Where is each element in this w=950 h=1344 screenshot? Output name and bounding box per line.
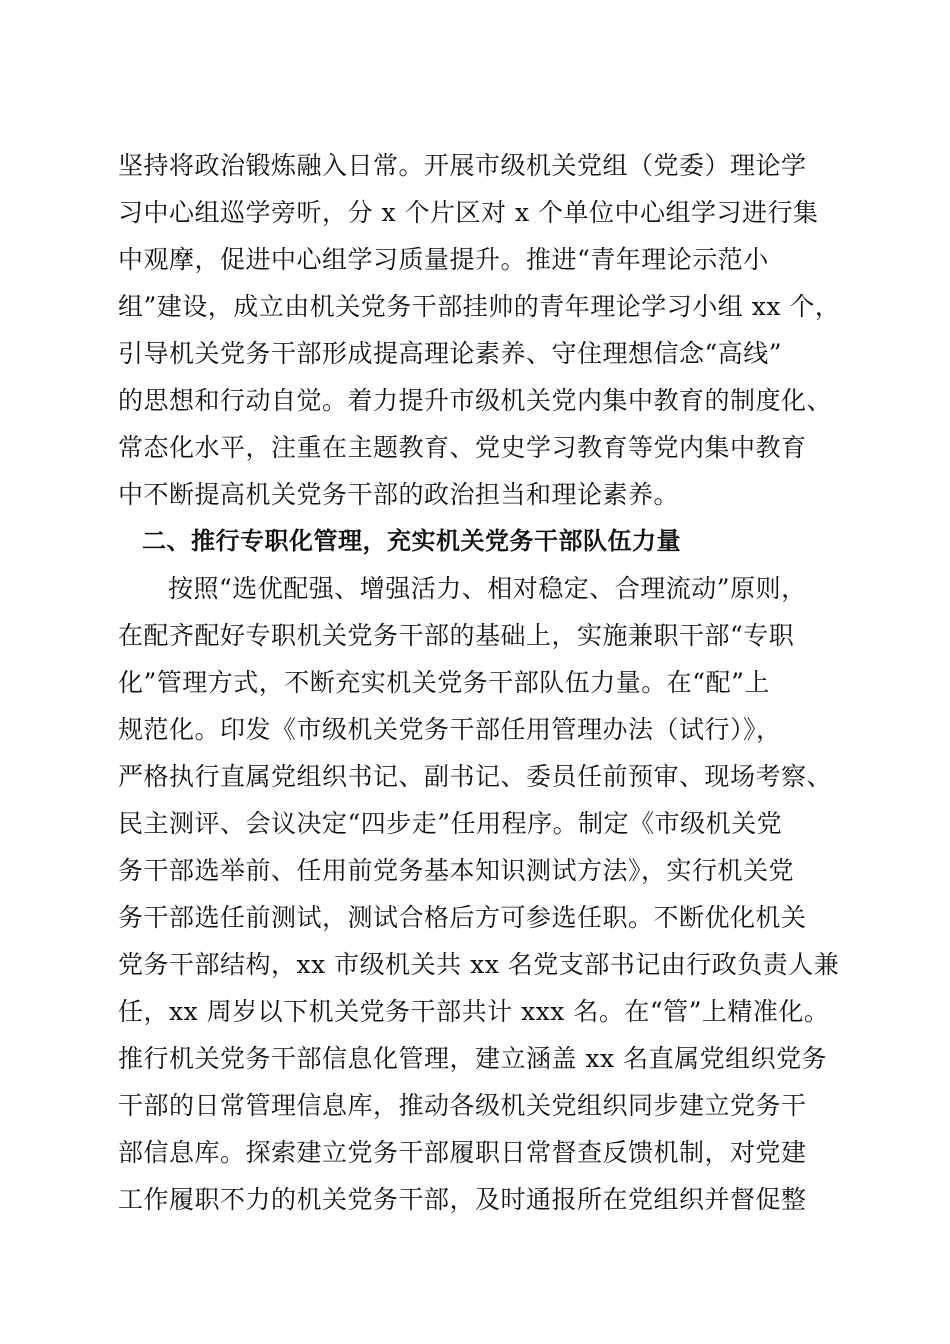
text-line: 干部的日常管理信息库，推动各级机关党组织同步建立党务干 [118,1091,807,1120]
text-line: 坚持将政治锻炼融入日常。开展市级机关党组（党委）理论学 [118,151,807,180]
text-line: 按照“选优配强、增强活力、相对稳定、合理流动”原则， [168,574,807,603]
text-line: 的思想和行动自觉。着力提升市级机关党内集中教育的制度化、 [118,386,833,415]
text-line: 规范化。印发《市级机关党务干部任用管理办法（试行）》， [118,715,782,744]
section-heading: 二、推行专职化管理，充实机关党务干部队伍力量 [142,527,681,555]
text-line: 任，xx 周岁以下机关党务干部共计 xxx 名。在“管”上精准化。 [118,997,830,1026]
text-line: 常态化水平，注重在主题教育、党史学习教育等党内集中教育 [118,433,807,462]
document-body [118,142,841,1223]
text-line: 化”管理方式，不断充实机关党务干部队伍力量。在“配”上 [118,668,770,697]
text-line: 在配齐配好专职机关党务干部的基础上，实施兼职干部“专职 [118,621,795,650]
text-line: 习中心组巡学旁听，分 x 个片区对 x 个单位中心组学习进行集 [118,198,819,227]
text-line: 工作履职不力的机关党务干部，及时通报所在党组织并督促整 [118,1185,807,1214]
text-line: 部信息库。探索建立党务干部履职日常督查反馈机制，对党建 [118,1138,807,1167]
text-line: 务干部选任前测试，测试合格后方可参选任职。不断优化机关 [118,903,807,932]
text-line: 务干部选举前、任用前党务基本知识测试方法》，实行机关党 [118,856,795,885]
text-line: 民主测评、会议决定“四步走”任用程序。制定《市级机关党 [118,809,783,838]
text-line: 中观摩，促进中心组学习质量提升。推进“青年理论示范小 [118,245,769,274]
text-line: 引导机关党务干部形成提高理论素养、守住理想信念“高线” [118,339,783,368]
text-line: 推行机关党务干部信息化管理，建立涵盖 xx 名直属党组织党务 [118,1044,828,1073]
text-line: 中不断提高机关党务干部的政治担当和理论素养。 [118,480,680,509]
text-line: 严格执行直属党组织书记、副书记、委员任前预审、现场考察、 [118,762,833,791]
text-line: 党务干部结构，xx 市级机关共 xx 名党支部书记由行政负责人兼 [118,950,840,979]
text-line: 组”建设，成立由机关党务干部挂帅的青年理论学习小组 xx 个， [118,292,841,321]
